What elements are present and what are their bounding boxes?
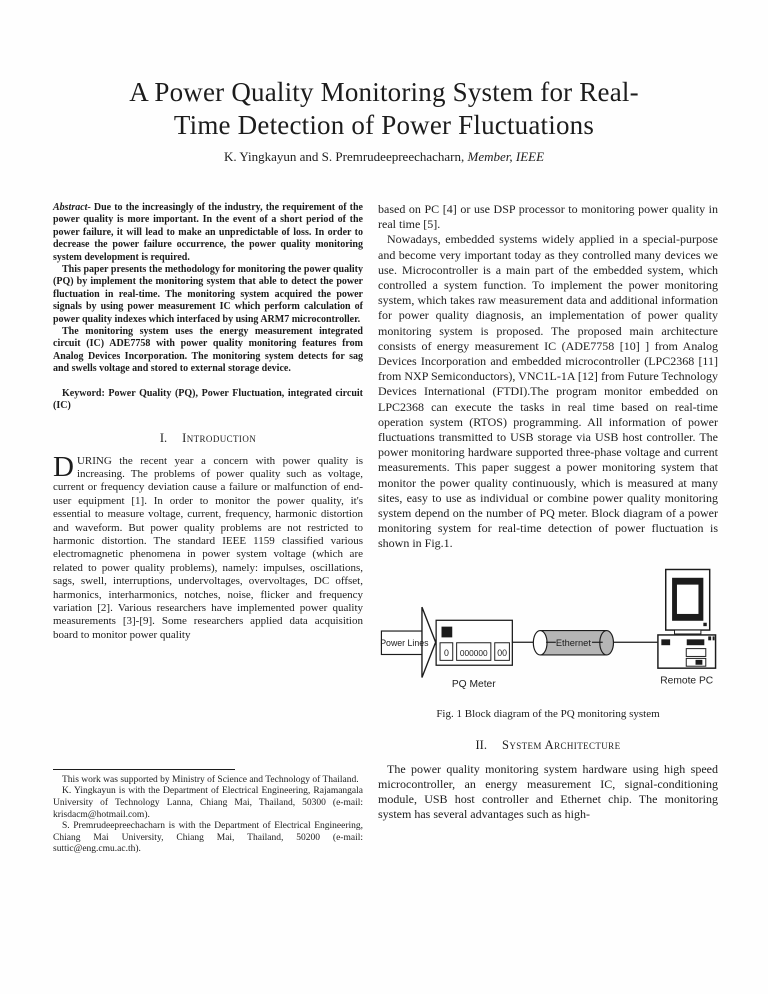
remote-pc-badge2-icon (713, 636, 715, 640)
paper-title-line1: A Power Quality Monitoring System for Real- (129, 77, 639, 107)
pq-meter-label: PQ Meter (451, 678, 496, 690)
left-column (53, 202, 363, 860)
abstract-paragraph-2: This paper presents the methodology for monitoring the power quality (PQ) by implement the monitoring system that able to detect the power fluctuation in real-time. The monitoring system acquired the power signals by using power measurement IC which perform calculation of power quality indexes which interfaced by using ARM7 microcontroller. (53, 264, 363, 325)
drop-cap: D (53, 450, 74, 483)
architecture-paragraph: The power quality monitoring system hardware using high speed microcontroller, an energy measurement IC, signal-conditioning module, USB host controller and Ethernet chip. The monitoring system has several advantages such as high- (378, 761, 718, 822)
pq-meter-seg2: 000000 (459, 647, 488, 658)
remote-pc-screen (677, 584, 698, 613)
intro-paragraph (53, 450, 363, 643)
pq-meter-led-icon (442, 626, 453, 637)
paper-header (0, 0, 768, 165)
author-membership: Member, IEEE (467, 149, 545, 164)
remote-pc-drive-bay-icon (687, 639, 705, 645)
footnote-author-1: K. Yingkayun is with the Department of Electrical Engineering, Rajamangala University of Technology Lanna, Chiang Mai, Thailand, 50300 (e-mail: krisdacm@hotmail.com). (53, 786, 363, 820)
continuation-paragraph: based on PC [4] or use DSP processor to monitoring power quality in real time [5]. (378, 202, 718, 232)
abstract-paragraph-3: The monitoring system uses the energy measurement integrated circuit (IC) ADE7758 with power quality monitoring features from Analog Devices Incorporation. The monitoring system detects for sag and swells voltage and stored to external storage device. (53, 326, 363, 375)
paper-title-line2-clip (0, 109, 768, 135)
figure-1 (378, 564, 718, 701)
keywords-paragraph (53, 388, 363, 413)
section-number: I. (159, 430, 168, 445)
ethernet-cable-left-cap (533, 630, 547, 654)
abstract-label: Abstract- (53, 202, 91, 213)
remote-pc-power-led-icon (703, 622, 706, 625)
pq-meter-seg1: 0 (443, 647, 449, 658)
remote-pc-floppy-slot-icon (696, 660, 703, 665)
nowadays-paragraph: Nowadays, embedded systems widely applied in a special-purpose and become very important today as they controlled many devices we use. Microcontroller is a main part of the embedded system, which controlled a system function. To implement the power monitoring system, which takes raw measurement data and additional information for power quality diagnosis, an implementation of power quality monitoring system is proposed. The proposed main architecture consists of energy measurement IC (ADE7758 [10] ] from Analog Devices Incorporation and embedded microcontroller (LPC2368 [11] from NXP Semiconductors), VNC1L-1A [12] from Future Technology Devices International (FTDI).The program monitor embedded on LPC2368 can execute the tasks in real time based on real-time operation system (RTOS) programming. All information of power fluctuations transmitted to USB storage via USB host controller. The power monitoring hardware supported three-phase voltage and current measurements. This paper suggest a power monitoring system that monitor the power quality continuously, which is measured at many sites, easy to use as individual or combine power quality monitoring system depend on the number of PQ meter. Block diagram of a power monitoring system for real-time detection of power fluctuation is shown in Fig.1. (378, 232, 718, 551)
two-column-body (53, 202, 718, 860)
pq-meter-seg3: 00 (497, 647, 507, 658)
section-number: II. (475, 737, 487, 752)
ethernet-label: Ethernet (555, 637, 591, 648)
remote-pc-monitor-stand (675, 630, 701, 634)
keywords-label: Keyword: (62, 387, 105, 399)
author-line (0, 149, 768, 165)
section-heading-architecture (378, 738, 718, 753)
paper-title-line2: Time Detection of Power Fluctuations (173, 110, 595, 135)
intro-text: URING the recent year a concern with power quality is increasing. The problems of power quality such as voltage, current or frequency deviation cause a failure or malfunction of end-user equipment [1]. In order to monitor the power quality, it's essential to measure voltage, current, frequency, harmonic distortion and waveform. But power quality problems are not restricted to harmonic distortion. The standard IEEE 1159 classified various electromagnetic phenomena in power system voltage (which are related to power quality problems), namely: impulses, oscillations, sags, swell, interruptions, undervoltages, overvoltages, DC offset, harmonics, interharmonics, notches, noise, flicker and frequency variation [2]. Various researchers have implemented power quality measurements [3]-[9]. Some researchers applied data acquisition board to monitor power quality (53, 454, 363, 641)
abstract-paragraph-1 (53, 202, 363, 264)
figure-caption: Fig. 1 Block diagram of the PQ monitoring system (436, 707, 660, 720)
section-title: Introduction (182, 430, 257, 445)
block-diagram (378, 564, 718, 701)
remote-pc-badge-icon (708, 636, 711, 640)
author-names: K. Yingkayun and S. Premrudeepreechacharn, (223, 149, 468, 164)
abstract-text-1: Due to the increasingly of the industry, the requirement of the power quality is more important. In the event of a short period of the power failure, it will lead to make an unpredictable of loss. In order to decrease the power failure occurrence, the power quality monitoring system development is required. (53, 202, 363, 263)
footnote-author-2: S. Premrudeepreechacharn is with the Department of Electrical Engineering, Chiang Mai University, Chiang Mai, Thailand, 50200 (e-mail: suttic@eng.cmu.ac.th). (53, 821, 363, 855)
remote-pc-label: Remote PC (660, 674, 714, 686)
power-lines-label: Power Lines (380, 637, 429, 648)
keywords-text: Power Quality (PQ), Power Fluctuation, integrated circuit (IC) (53, 387, 363, 412)
remote-pc-tower-button-icon (661, 639, 670, 645)
footnote-support: This work was supported by Ministry of Science and Technology of Thailand. (62, 774, 359, 785)
remote-pc-floppy-drive-1 (686, 648, 706, 656)
section-title: System Architecture (501, 737, 621, 752)
section-heading-introduction (53, 431, 363, 446)
footnote-block (53, 769, 363, 860)
right-column (378, 202, 718, 860)
footnote-rule (53, 769, 235, 770)
